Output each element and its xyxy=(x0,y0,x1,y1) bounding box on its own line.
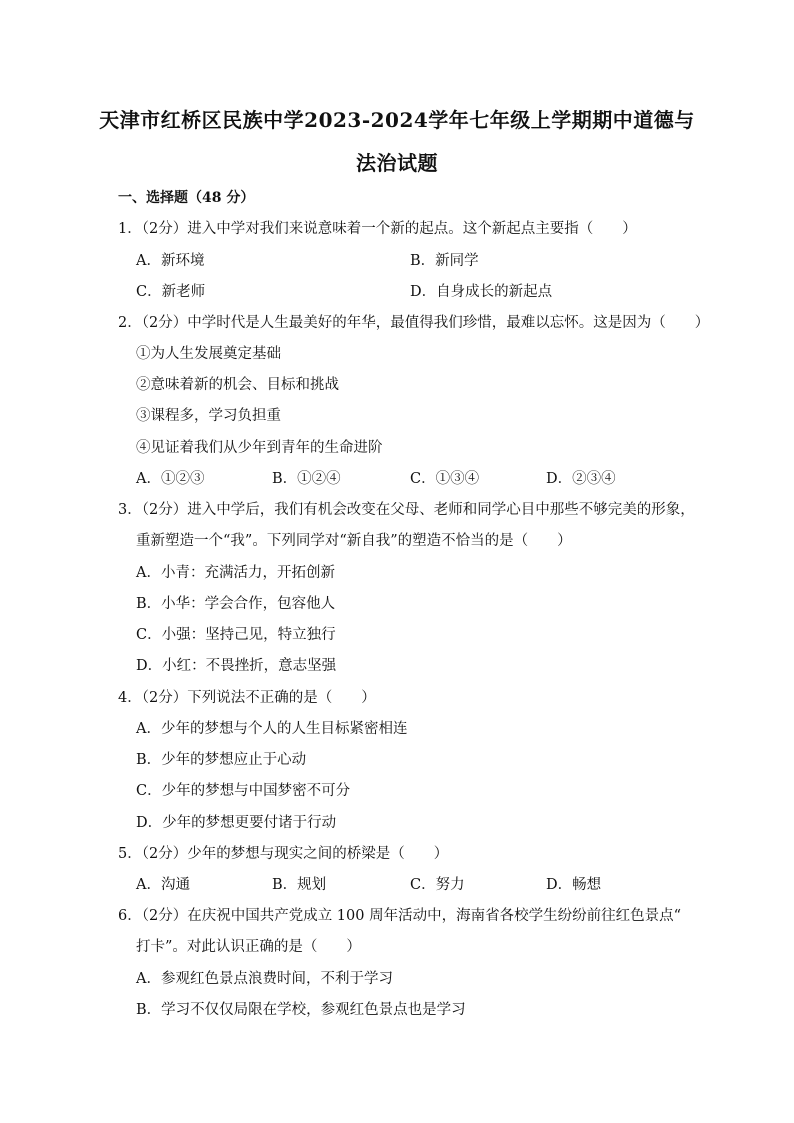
question-3-option-d: D．小红：不畏挫折，意志坚强 xyxy=(136,658,337,674)
question-6-stem-line-2: 打卡”。对此认识正确的是（ ） xyxy=(136,939,361,955)
question-2-stem: 2．（2分）中学时代是人生最美好的年华，最值得我们珍惜，最难以忘怀。这是因为（ ） xyxy=(118,315,710,331)
question-1-option-a: A．新环境 xyxy=(136,253,205,269)
question-5-option-c: C．努力 xyxy=(410,877,465,893)
question-5-option-b: B．规划 xyxy=(272,877,327,893)
question-2-option-c: C．①③④ xyxy=(410,471,480,487)
question-2-option-b: B．①②④ xyxy=(272,471,341,487)
question-5-option-d: D．畅想 xyxy=(546,877,602,893)
question-4-option-b: B．少年的梦想应止于心动 xyxy=(136,752,307,768)
question-3-stem-line-2: 重新塑造一个“我”。下列同学对“新自我”的塑造不恰当的是（ ） xyxy=(136,533,572,549)
question-1-option-d: D．自身成长的新起点 xyxy=(410,284,553,300)
question-6-stem-line-1: 6．（2分）在庆祝中国共产党成立 100 周年活动中，海南省各校学生纷纷前往红色景点“ xyxy=(118,908,682,924)
page-title-line-1: 天津市红桥区民族中学2023-2024学年七年级上学期期中道德与 xyxy=(99,108,695,132)
question-6-option-a: A．参观红色景点浪费时间，不利于学习 xyxy=(136,971,393,987)
question-1-option-c: C．新老师 xyxy=(136,284,206,300)
section-heading: 一、选择题（48 分） xyxy=(118,190,255,206)
question-4-option-a: A．少年的梦想与个人的人生目标紧密相连 xyxy=(136,721,408,737)
question-3-option-a: A．小青：充满活力，开拓创新 xyxy=(136,565,335,581)
question-2-option-a: A．①②③ xyxy=(136,471,205,487)
page-title-line-2: 法治试题 xyxy=(356,151,438,175)
question-3-option-c: C．小强：坚持己见，特立独行 xyxy=(136,627,336,643)
question-2-item-4: ④见证着我们从少年到青年的生命进阶 xyxy=(136,440,383,456)
question-4-option-c: C．少年的梦想与中国梦密不可分 xyxy=(136,783,351,799)
question-1-stem: 1．（2分）进入中学对我们来说意味着一个新的起点。这个新起点主要指（ ） xyxy=(118,221,637,237)
question-1-option-b: B．新同学 xyxy=(410,253,479,269)
question-4-stem: 4．（2分）下列说法不正确的是（ ） xyxy=(118,690,376,706)
question-3-stem-line-1: 3．（2分）进入中学后，我们有机会改变在父母、老师和同学心目中那些不够完美的形象， xyxy=(118,502,695,518)
question-2-item-1: ①为人生发展奠定基础 xyxy=(136,346,281,362)
question-4-option-d: D．少年的梦想更要付诸于行动 xyxy=(136,815,337,831)
question-2-item-3: ③课程多，学习负担重 xyxy=(136,408,281,424)
question-6-option-b: B．学习不仅仅局限在学校，参观红色景点也是学习 xyxy=(136,1002,466,1018)
question-2-item-2: ②意味着新的机会、目标和挑战 xyxy=(136,377,339,393)
question-2-option-d: D．②③④ xyxy=(546,471,616,487)
question-5-stem: 5．（2分）少年的梦想与现实之间的桥梁是（ ） xyxy=(118,846,449,862)
question-5-option-a: A．沟通 xyxy=(136,877,190,893)
question-3-option-b: B．小华：学会合作，包容他人 xyxy=(136,596,336,612)
